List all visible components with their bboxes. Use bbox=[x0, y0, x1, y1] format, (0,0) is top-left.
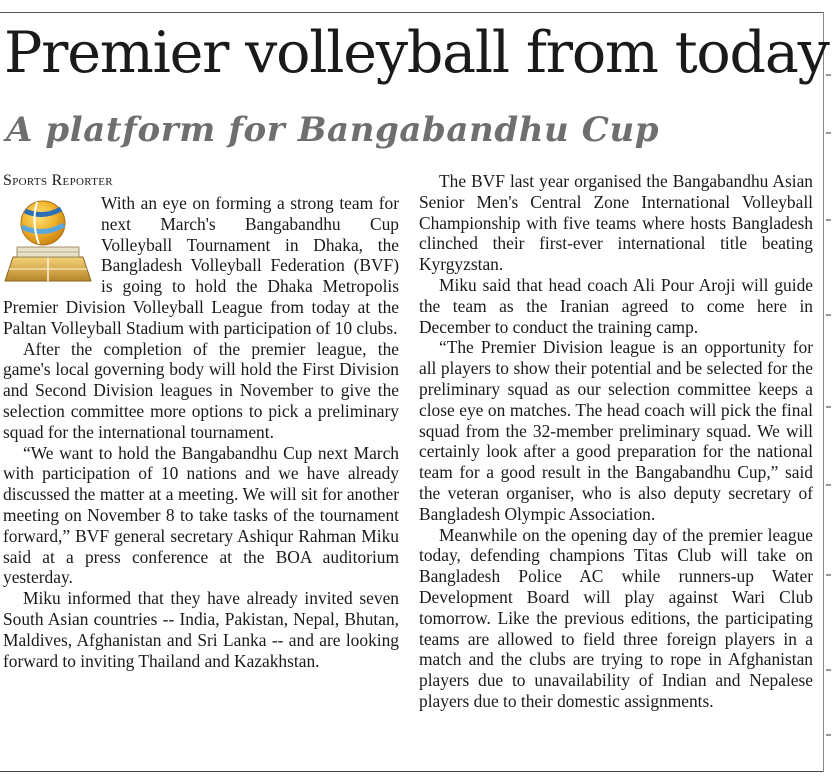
paragraph: With an eye on forming a strong team for next March's Bangabandhu Cup Volleyball Tournament in Dhaka, the Bangladesh Volleyball Federation (BVF) is going to hold the Dhaka Metropolis Premier Division Volleyball League from today at the Paltan Volleyball Stadium with participation of 10 clubs. bbox=[3, 193, 399, 338]
paragraph: “The Premier Division league is an opportunity for all players to show their potential and be selected for the preliminary squad as our selection committee keeps a close eye on matches. The head coach will pick the final squad from the 32-member preliminary squad. We will certainly look after a good preparation for the national team for a good result in the Bangabandhu Cup,” said the veteran organiser, who is also deputy secretary of Bangladesh Olympic Association. bbox=[419, 337, 813, 524]
right-column bbox=[419, 171, 813, 712]
byline: Sports Reporter bbox=[3, 172, 113, 189]
adjacent-column-edge bbox=[826, 14, 833, 769]
bottom-rule bbox=[0, 771, 823, 772]
paragraph: The BVF last year organised the Bangabandhu Asian Senior Men's Central Zone International Volleyball Championship with five teams where hosts Bangladesh clinched their first-ever international title beating Kyrgyzstan. bbox=[419, 171, 813, 275]
paragraph: After the completion of the premier league, the game's local governing body will hold the First Division and Second Division leagues in November to give the selection committee more options to pick a preliminary squad for the international tournament. bbox=[3, 338, 399, 442]
headline: Premier volleyball from today bbox=[4, 20, 829, 86]
paragraph: Miku informed that they have already invited seven South Asian countries -- India, Pakistan, Nepal, Bhutan, Maldives, Afghanistan and Sri Lanka -- and are looking forward to inviting Thailand and Kazakhstan. bbox=[3, 588, 399, 671]
paragraph: Miku said that head coach Ali Pour Aroji will guide the team as the Iranian agreed to come here in December to conduct the training camp. bbox=[419, 274, 813, 337]
paragraph: Meanwhile on the opening day of the premier league today, defending champions Titas Club will take on Bangladesh Police AC while runners-up Water Development Board will play against Wari Club tomorrow. Like the previous editions, the participating teams are allowed to field three foreign players in a match and the clubs are trying to rope in Afghanistan players due to unavailability of Indian and Nepalese players due to their domestic assignments. bbox=[419, 524, 813, 711]
subhead: A platform for Bangabandhu Cup bbox=[6, 110, 660, 150]
volleyball-court-icon bbox=[3, 197, 93, 283]
left-column bbox=[3, 170, 399, 671]
paragraph: “We want to hold the Bangabandhu Cup next March with participation of 10 nations and we have already discussed the matter at a meeting. We will sit for another meeting on November 8 to take tasks of the tournament forward,” BVF general secretary Ashiqur Rahman Miku said at a press conference at the BOA auditorium yesterday. bbox=[3, 442, 399, 588]
top-rule bbox=[0, 12, 823, 13]
column-divider bbox=[823, 12, 824, 772]
